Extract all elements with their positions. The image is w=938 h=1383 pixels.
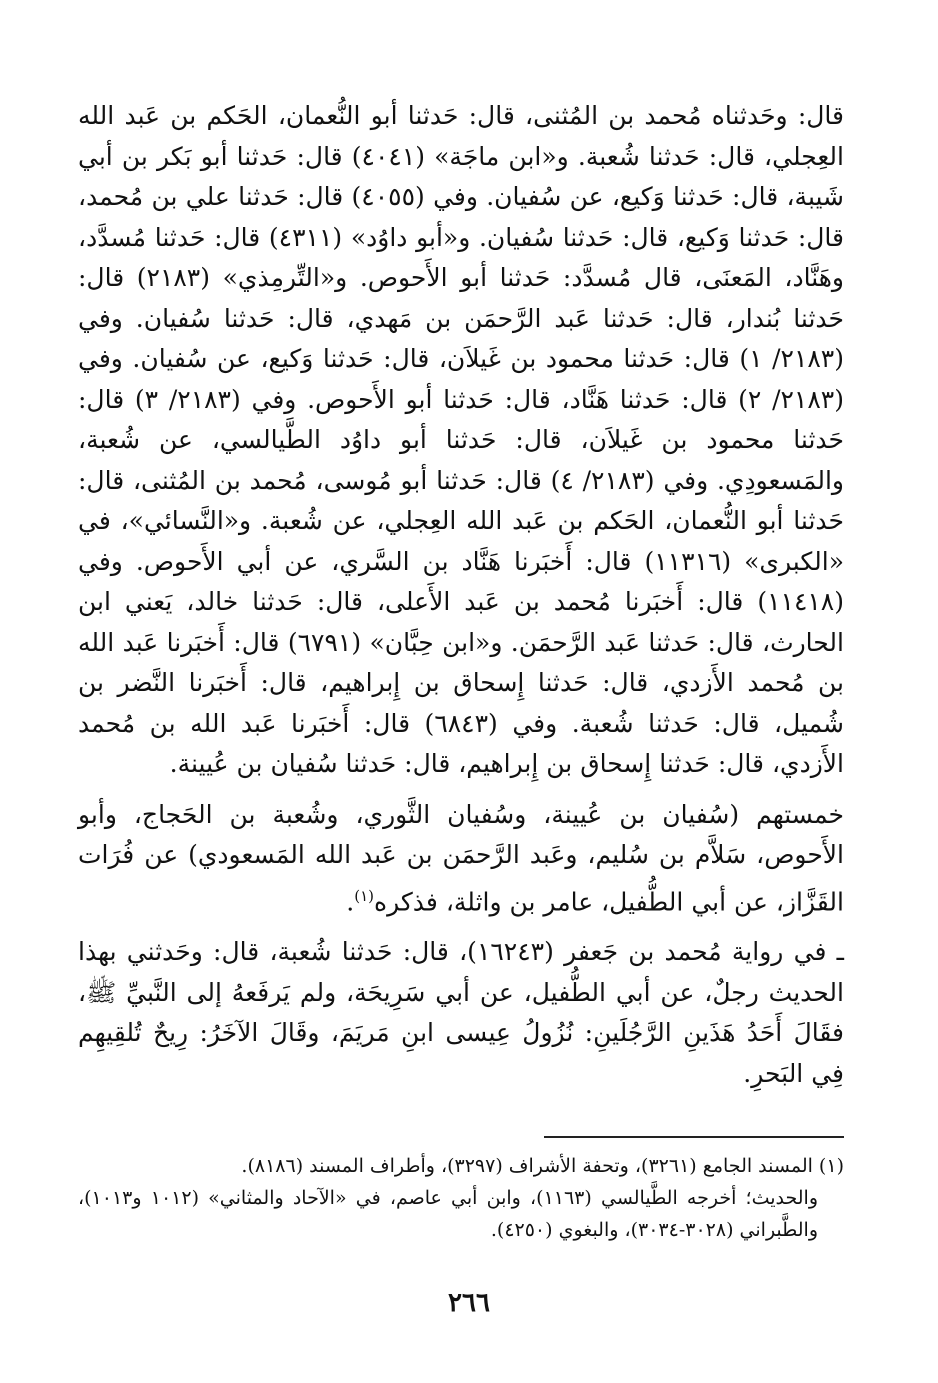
- main-text: [78, 96, 844, 1104]
- summary-text: خمستهم (سُفيان بن عُيينة، وسُفيان الثَّوري، وشُعبة بن الحَجاج، وأبو الأَحوص، سَلاَّم بن سُليم، وعَبد الرَّحمَن بن عَبد الله المَسعودي) عن فُرَات القَزَّاز، عن أبي الطُّفيل، عامر بن واثلة، فذكره: [78, 799, 844, 916]
- footnotes: [78, 1150, 844, 1246]
- footnote-reference: (١): [354, 886, 375, 905]
- paragraph-chains: قال: وحَدثناه مُحمد بن المُثنى، قال: حَدثنا أبو النُّعمان، الحَكم بن عَبد الله العِجلي، قال: حَدثنا شُعبة. و«ابن ماجَة» (٤٠٤١) قال: حَدثنا أبو بَكر بن أبي شَيبة، قال: حَدثنا وَكيع، عن سُفيان. وفي (٤٠٥٥) قال: حَدثنا علي بن مُحمد، قال: حَدثنا وَكيع، قال: حَدثنا سُفيان. و«أبو داوُد» (٤٣١١) قال: حَدثنا مُسدَّد، وهَنَّاد، المَعنَى، قال مُسدَّد: حَدثنا أبو الأَحوص. و«التِّرمِذي» (٢١٨٣) قال: حَدثنا بُندار، قال: حَدثنا عَبد الرَّحمَن بن مَهدي، قال: حَدثنا سُفيان. وفي (٢١٨٣/ ١) قال: حَدثنا محمود بن غَيلاَن، قال: حَدثنا وَكيع، عن سُفيان. وفي (٢١٨٣/ ٢) قال: حَدثنا هَنَّاد، قال: حَدثنا أبو الأَحوص. وفي (٢١٨٣/ ٣) قال: حَدثنا محمود بن غَيلاَن، قال: حَدثنا أبو داوُد الطَّيالسي، عن شُعبة، والمَسعودِي. وفي (٢١٨٣/ ٤) قال: حَدثنا أبو مُوسى، مُحمد بن المُثنى، قال: حَدثنا أبو النُّعمان، الحَكم بن عَبد الله العِجلي، عن شُعبة. و«النَّسائي»، في «الكبرى» (١١٣١٦) قال: أَخبَرنا هَنَّاد بن السَّري، عن أبي الأَحوص. وفي (١١٤١٨) قال: أَخبَرنا مُحمد بن عَبد الأَعلى، قال: حَدثنا خالد، يَعني ابن الحارث، قال: حَدثنا عَبد الرَّحمَن. و«ابن حِبَّان» (٦٧٩١) قال: أَخبَرنا عَبد الله بن مُحمد الأَزدي، قال: حَدثنا إِسحاق بن إِبراهيم، قال: أَخبَرنا النَّضر بن شُميل، قال: حَدثنا شُعبة. وفي (٦٨٤٣) قال: أَخبَرنا عَبد الله بن مُحمد الأَزدي، قال: حَدثنا إِسحاق بن إِبراهيم، قال: حَدثنا سُفيان بن عُيينة.: [78, 101, 845, 778]
- paragraph-summary: [78, 795, 844, 923]
- footnote-separator: [544, 1136, 844, 1138]
- footnote-1: (١) المسند الجامع (٣٢٦١)، وتحفة الأشراف (٣٢٩٧)، وأطراف المسند (٨١٨٦).: [241, 1155, 844, 1177]
- footnote-1-continuation: والحديث؛ أخرجه الطَّيالسي (١١٦٣)، وابن أبي عاصم، في «الآحاد والمثاني» (١٠١٢ و١٠١٣)، والطَّبراني (٣٠٢٨-٣٠٣٤)، والبغوي (٤٢٥٠).: [78, 1187, 818, 1241]
- page-number: ٢٦٦: [448, 1288, 490, 1318]
- paragraph-narration: ـ في رواية مُحمد بن جَعفر (١٦٢٤٣)، قال: حَدثنا شُعبة، قال: وحَدثني بهذا الحديث رجلٌ، عن أبي الطُّفيل، عن أبي سَرِيحَة، ولم يَرفَعهُ إلى النَّبيِّ ﷺ، فقَالَ أَحَدُ هَذَينِ الرَّجُلَينِ: نُزُولُ عِيسى ابنِ مَريَمَ، وقَالَ الآخَرُ: رِيحٌ تُلقِيهِم فِي البَحرِ.: [78, 937, 844, 1088]
- summary-end: .: [346, 886, 355, 916]
